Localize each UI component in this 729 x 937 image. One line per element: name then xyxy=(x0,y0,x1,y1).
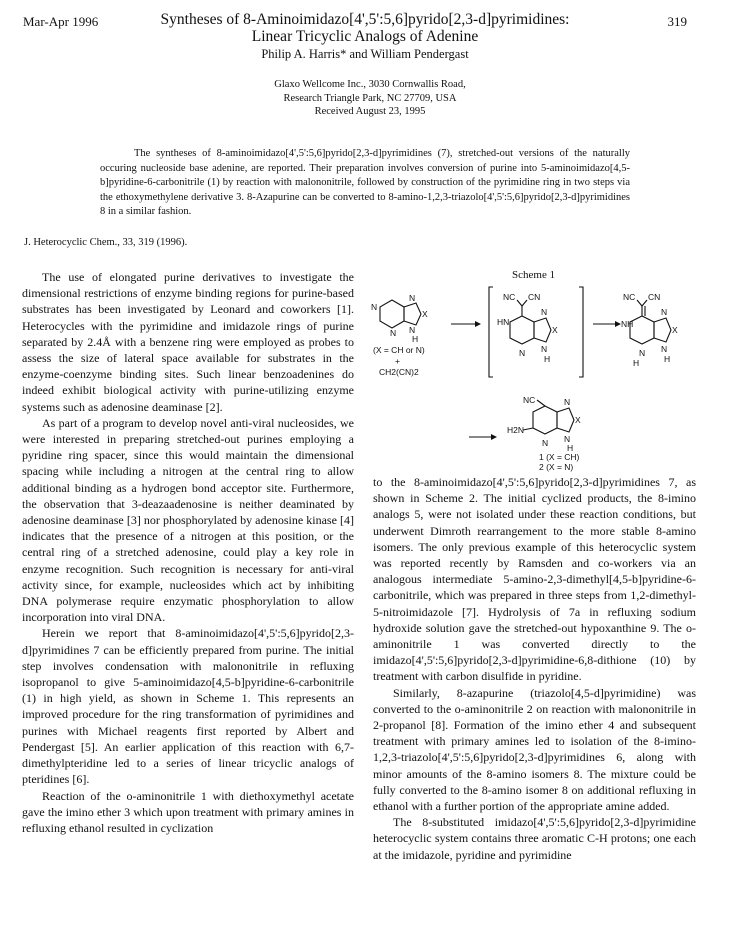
svg-text:N: N xyxy=(564,434,571,444)
page-number: 319 xyxy=(667,14,687,29)
affiliation-line1: Glaxo Wellcome Inc., 3030 Cornwallis Road, xyxy=(274,79,466,90)
received-date: Received August 23, 1995 xyxy=(314,106,426,117)
left-column xyxy=(22,269,354,836)
product-structure xyxy=(507,395,581,453)
svg-text:N: N xyxy=(564,397,571,407)
reagent-malononitrile: CH2(CN)2 xyxy=(379,367,419,377)
svg-text:N: N xyxy=(661,344,668,354)
svg-text:N: N xyxy=(519,348,526,358)
svg-text:CN: CN xyxy=(648,292,661,302)
article-title-block xyxy=(140,11,590,63)
authors: Philip A. Harris* and William Pendergast xyxy=(261,47,469,61)
journal-issue: Mar-Apr 1996 xyxy=(23,14,99,29)
abstract: The syntheses of 8-aminoimidazo[4',5':5,6]pyrido[2,3-d]pyrimidines (7), stretched-out versions of the naturally occuring nucleoside base adenine, are reported. Their preparation involves conversion of purine into 5-aminoimidazo[4,5-b]pyridine-6-carbonitrile (1) by reaction with malononitrile, followed by construction of the pyrimidine ring in two steps via the ethoxymethylene derivative 3. 8-Azapurine can be converted to 8-amino-1,2,3-triazolo[4',5':5,6]pyrido[2,3-d]pyrimidines 8 in a similar fashion. xyxy=(100,148,630,218)
svg-text:NC: NC xyxy=(623,292,636,302)
svg-text:X: X xyxy=(552,325,558,335)
reaction-arrow xyxy=(469,434,497,440)
svg-text:H2N: H2N xyxy=(507,425,525,435)
affiliation-line2: Research Triangle Park, NC 27709, USA xyxy=(283,92,457,104)
intermediate-2-structure xyxy=(621,292,678,368)
svg-text:N: N xyxy=(639,348,646,358)
reaction-arrow xyxy=(593,321,621,327)
paragraph: Herein we report that 8-aminoimidazo[4',5':5,6]pyrido[2,3-d]pyrimidines 7 can be efficiently prepared from purine. The initial step involves condensation with malononitrile in refluxing isopropanol to give 5-aminoimidazo[4,5-b]pyridine-6-carbonitrile (1) in high yield, as shown in Scheme 1. This represents an improved procedure for the ring transformation of pyrimidines and purines with Michael reagents first reported by Albert and Pendergast [5]. An earlier application of this reaction with 6,7-dimethylpteridine led to a series of linear tricyclic analogs of pteridines [6]. xyxy=(22,626,354,787)
scheme-title: Scheme 1 xyxy=(512,269,556,281)
svg-text:H: H xyxy=(544,354,551,364)
svg-text:N: N xyxy=(390,328,397,338)
svg-text:X: X xyxy=(575,415,581,425)
paragraph: The 8-substituted imidazo[4',5':5,6]pyrido[2,3-d]pyrimidine heterocyclic system contains three aromatic C-H protons; one each at the imidazole, pyridine and pyrimidine xyxy=(373,815,696,862)
reaction-arrow xyxy=(451,321,481,327)
article-title-line2: Linear Tricyclic Analogs of Adenine xyxy=(251,28,479,45)
citation: J. Heterocyclic Chem., 33, 319 (1996). xyxy=(24,237,188,248)
svg-text:H: H xyxy=(412,334,419,344)
purine-structure xyxy=(371,293,428,344)
svg-text:H: H xyxy=(567,443,574,453)
svg-text:X: X xyxy=(672,325,678,335)
paragraph: Reaction of the o-aminonitrile 1 with diethoxymethyl acetate gave the imino ether 3 which upon treatment with primary amines in refluxing ethanol resulted in cyclization xyxy=(22,788,354,835)
scheme-1-diagram xyxy=(365,282,705,472)
svg-text:N: N xyxy=(661,307,668,317)
svg-text:N: N xyxy=(542,438,549,448)
svg-text:N: N xyxy=(409,325,416,335)
product-label-2: 2 (X = N) xyxy=(539,462,574,472)
reagent-x-note: (X = CH or N) xyxy=(373,345,425,355)
intermediate-1-structure xyxy=(497,292,558,364)
paragraph: As part of a program to develop novel anti-viral nucleosides, we were interested in preparing stretched-out purines employing a pyridine ring spacer, since this would maintain the dimensional spacing while including a nitrogen at the central ring to allow additional binding as a hydrogen bond acceptor site. Furthermore, the observation that 3-deazaadenosine is neither deaminated by adenosine deaminase [3] nor phosphorylated by adenosine kinase [4] indicates that the presence of a nitrogen at this position, or the central ring of a stretched adenosine, could play a key role in enzyme recognition. Such recognition is necessary for anti-viral activity since, for example, nucleosides which act by inhibiting DNA polymerase require enzymatic phosphorylation to allow incorporation into viral DNA. xyxy=(22,415,354,625)
svg-text:N: N xyxy=(541,344,548,354)
svg-text:HN: HN xyxy=(497,317,510,327)
svg-text:N: N xyxy=(409,293,416,303)
svg-text:NC: NC xyxy=(523,395,536,405)
paragraph: The use of elongated purine derivatives to investigate the dimensional restrictions of enzyme binding regions for purine-based substrates has been investigated by Leonard and coworkers [1]. Heterocycles with the pyrimidine and imidazole rings of purine separated by 2.4Å with a benzene ring were employed as probes to assess the size of lateral space available for substrates in the enzyme-coenzyme binding sites. Such linear benzoadenines do indeed exhibit biological activity with purine-utilizing enzyme systems such as adenosine deaminase [2]. xyxy=(22,270,354,414)
paragraph: Similarly, 8-azapurine (triazolo[4,5-d]pyrimidine) was converted to the o-aminonitrile 2 on reaction with malononitrile in 2-propanol [8]. Formation of the imino ether 4 and subsequent treatment with primary amines led to isolation of the 8-imino-1,2,3-triazolo[4',5':5,6]pyrido[2,3-d]pyrimidines 6, along with minor amounts of the 8-amino isomers 8. The mixture could be fully converted to the 8-amino isomer 8 on additional refluxing in ethanol with a further portion of the appropriate amine added. xyxy=(373,685,696,814)
article-title-line1: Syntheses of 8-Aminoimidazo[4',5':5,6]pyrido[2,3-d]pyrimidines: xyxy=(160,11,570,28)
svg-text:N: N xyxy=(371,302,378,312)
svg-text:N: N xyxy=(541,307,548,317)
paragraph: to the 8-aminoimidazo[4',5':5,6]pyrido[2,3-d]pyrimidines 7, as shown in Scheme 2. The initial cyclized products, the 8-imino analogs 5, were not isolated under these reaction conditions, but underwent Dimroth rearrangement to the more stable 8-amino isomers. The only previous example of this heterocyclic system was reported recently by Ramsden and co-workers via an analogous intermediate 5-amino-2,3-dimethyl[4,5-b]pyridine-6-carbonitrile, which was prepared in three steps from 1,2-dimethyl-5-nitroimidazole [7]. Hydrolysis of 7a in refluxing sodium hydroxide solution gave the stretched-out hypoxanthine 9. The o-aminonitrile 1 was converted directly to the imidazo[4',5':5,6]pyrido[2,3-d]pyrimidine-6,8-dithione (10) by treatment with carbon disulfide in pyridine. xyxy=(373,475,696,684)
reagent-plus: + xyxy=(395,356,400,366)
svg-text:NH: NH xyxy=(621,319,634,329)
right-column xyxy=(373,474,696,863)
svg-text:H: H xyxy=(633,358,640,368)
svg-text:CN: CN xyxy=(528,292,541,302)
affiliation xyxy=(160,78,580,119)
svg-text:NC: NC xyxy=(503,292,516,302)
product-label-1: 1 (X = CH) xyxy=(539,452,580,462)
svg-text:H: H xyxy=(664,354,671,364)
svg-text:X: X xyxy=(422,309,428,319)
